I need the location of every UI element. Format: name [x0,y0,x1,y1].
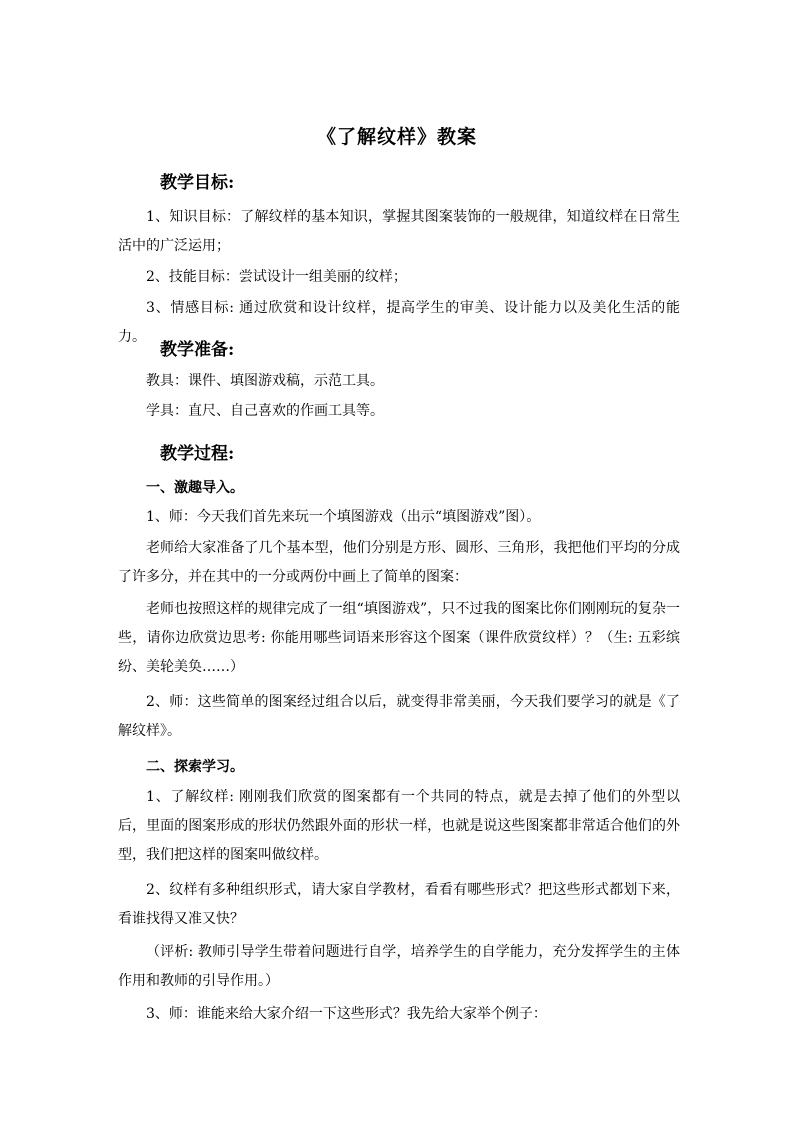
goals-heading: 教学目标: [160,173,235,193]
paragraph-2: 老师给大家准备了几个基本型，他们分别是方形、圆形、三角形，我把他们平均的分成了许多分，并在其中的一分或两份中画上了简单的图案： [118,540,680,585]
goal-2: 2、技能目标：尝试设计一组美丽的纹样； [146,269,407,285]
process-heading: 教学过程: [160,444,235,464]
paragraph-1: 1、师：今天我们首先来玩一个填图游戏（出示“填图游戏”图）。 [146,509,541,525]
paragraph-3: 老师也按照这样的规律完成了一组“填图游戏”，只不过我的图案比你们刚刚玩的复杂一些，请你边欣赏边思考: 你能用哪些词语来形容这个图案（课件欣赏纹样）？（生: 五彩缤纷、美轮美奂……） [118,601,680,675]
goal-1: 1、知识目标：了解纹样的基本知识，掌握其图案装饰的一般规律，知道纹样在日常生活中的广泛运用； [118,209,680,254]
goal-3: 3、情感目标: 通过欣赏和设计纹样，提高学生的审美、设计能力以及美化生活的能力。 [118,300,680,345]
prep-2: 学具：直尺、自己喜欢的作画工具等。 [146,403,384,419]
paragraph-6: 2、纹样有多种组织形式，请大家自学教材，看看有哪些形式？把这些形式都划下来，看谁找得又准又快？ [118,882,680,927]
part2-heading: 二、探索学习。 [146,759,244,775]
paragraph-7: （评析: 教师引导学生带着问题进行自学，培养学生的自学能力，充分发挥学生的主体作用和教师的引导作用。） [118,944,680,989]
paragraph-5: 1、了解纹样: 刚刚我们欣赏的图案都有一个共同的特点，就是去掉了他们的外型以后，里面的图案形成的形状仍然跟外面的形状一样，也就是说这些图案都非常适合他们的外型，我们把这样的图案叫做纹样。 [118,789,680,863]
prep-heading: 教学准备: [160,340,235,360]
part1-heading: 一、激趣导入。 [146,480,244,496]
paragraph-8: 3、师：谁能来给大家介绍一下这些形式？我先给大家举个例子： [146,1006,547,1022]
paragraph-4: 2、师：这些简单的图案经过组合以后，就变得非常美丽，今天我们要学习的就是《了解纹样》。 [118,694,680,739]
prep-1: 教具：课件、填图游戏稿，示范工具。 [146,373,384,389]
document-title: 《了解纹样》教案 [316,126,477,148]
